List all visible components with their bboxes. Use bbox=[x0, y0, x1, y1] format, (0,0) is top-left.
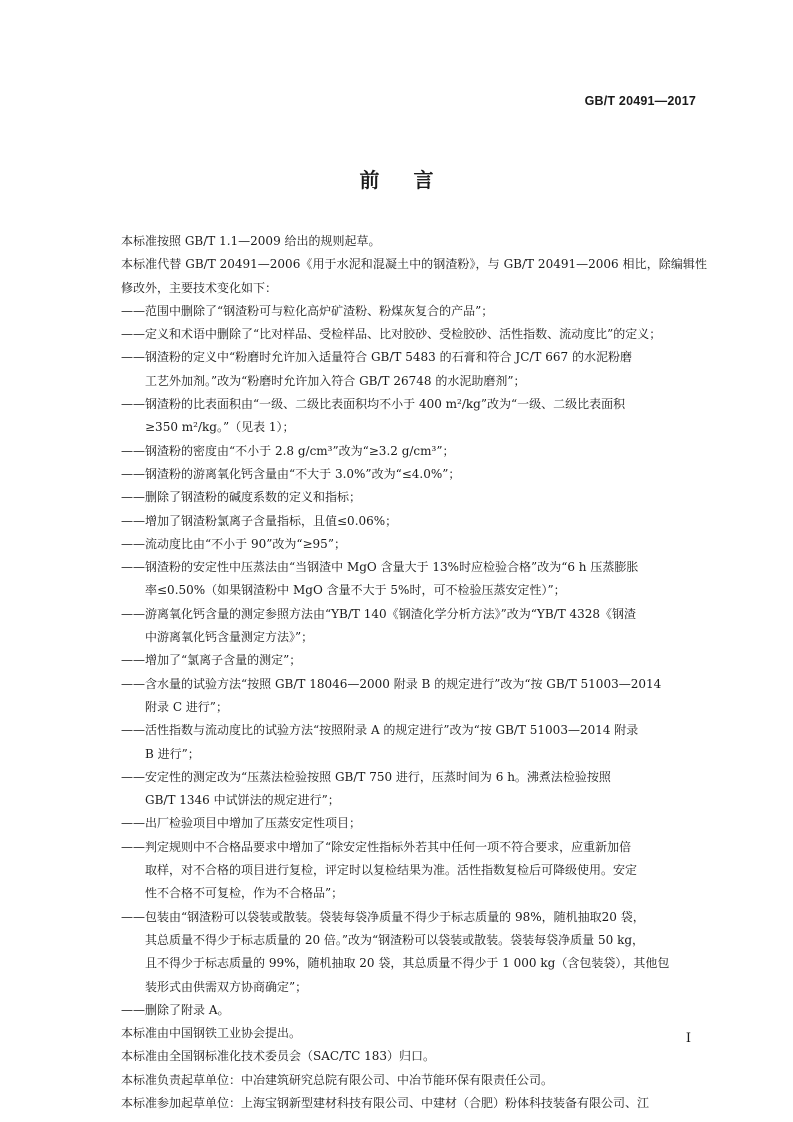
change-text-line: 附录 C 进行”； bbox=[145, 699, 228, 714]
change-item bbox=[121, 300, 707, 323]
change-item bbox=[121, 346, 707, 393]
list-dash: —— bbox=[121, 676, 145, 691]
change-text-line: 钢渣粉的安定性中压蒸法由“当钢渣中 MgO 含量大于 13%时应检验合格”改为“6 h 压蒸膨胀 bbox=[145, 560, 639, 575]
change-text-line: 范围中删除了“钢渣粉可与粒化高炉矿渣粉、粉煤灰复合的产品”； bbox=[145, 303, 494, 318]
list-dash: —— bbox=[121, 653, 145, 668]
change-text-line: 出厂检验项目中增加了压蒸安定性项目； bbox=[145, 816, 362, 831]
change-text-line: 装形式由供需双方协商确定”； bbox=[145, 979, 308, 994]
change-item bbox=[121, 486, 707, 509]
list-dash: —— bbox=[121, 513, 145, 528]
change-text-line: 率≤0.50%（如果钢渣粉中 MgO 含量不大于 5%时，可不检验压蒸安定性）”； bbox=[145, 583, 566, 598]
list-dash: —— bbox=[121, 909, 145, 924]
list-dash: —— bbox=[121, 560, 145, 575]
change-text-line: 钢渣粉的密度由“不小于 2.8 g/cm³”改为“≥3.2 g/cm³”； bbox=[145, 443, 455, 458]
change-item bbox=[121, 836, 707, 906]
change-item bbox=[121, 719, 707, 766]
list-dash: —— bbox=[121, 839, 145, 854]
title-char-1: 前 bbox=[359, 168, 380, 192]
change-item bbox=[121, 323, 707, 346]
page-title bbox=[0, 164, 793, 193]
closing-paragraph: 本标准参加起草单位：上海宝钢新型建材科技有限公司、中建材（合肥）粉体科技装备有限公司、江 bbox=[121, 1095, 650, 1110]
closing-section bbox=[121, 1022, 707, 1115]
title-char-2: 言 bbox=[413, 168, 434, 192]
change-text-line: B 进行”； bbox=[145, 746, 200, 761]
change-text-line: 增加了钢渣粉氯离子含量指标，且值≤0.06%； bbox=[145, 513, 398, 528]
list-dash: —— bbox=[121, 466, 145, 481]
change-text-line: 中游离氧化钙含量测定方法》”； bbox=[145, 630, 314, 645]
change-text-line: 包装由“钢渣粉可以袋装或散装。袋装每袋净质量不得少于标志质量的 98%，随机抽取20 袋， bbox=[145, 909, 645, 924]
page-number: I bbox=[685, 1031, 691, 1046]
list-dash: —— bbox=[121, 327, 145, 342]
list-dash: —— bbox=[121, 443, 145, 458]
list-dash: —— bbox=[121, 816, 145, 831]
change-text-line: 删除了附录 A。 bbox=[145, 1002, 230, 1017]
intro-paragraph: 本标准代替 GB/T 20491—2006《用于水泥和混凝土中的钢渣粉》，与 GB/T 20491—2006 相比，除编辑性修改外，主要技术变化如下： bbox=[121, 257, 707, 295]
list-dash: —— bbox=[121, 397, 145, 412]
closing-paragraph: 本标准由中国钢铁工业协会提出。 bbox=[121, 1026, 302, 1041]
change-text-line: 增加了“氯离子含量的测定”； bbox=[145, 653, 302, 668]
list-dash: —— bbox=[121, 490, 145, 505]
change-item bbox=[121, 556, 707, 603]
change-text-line: 含水量的试验方法“按照 GB/T 18046—2000 附录 B 的规定进行”改为“按 GB/T 51003—2014 bbox=[145, 676, 662, 691]
change-text-line: 定义和术语中删除了“比对样品、受检样品、比对胶砂、受检胶砂、活性指数、流动度比”的定义； bbox=[145, 327, 662, 342]
closing-paragraph: 本标准由全国钢标准化技术委员会（SAC/TC 183）归口。 bbox=[121, 1049, 436, 1064]
change-text-line: 流动度比由“不小于 90”改为“≥95”； bbox=[145, 536, 346, 551]
changes-list bbox=[121, 300, 707, 1022]
change-text-line: GB/T 1346 中试饼法的规定进行”； bbox=[145, 793, 340, 808]
change-item bbox=[121, 812, 707, 835]
list-dash: —— bbox=[121, 350, 145, 365]
change-text-line: 其总质量不得少于标志质量的 20 倍。”改为“钢渣粉可以袋装或散装。袋装每袋净质量 50 kg， bbox=[145, 932, 645, 947]
change-text-line: 安定性的测定改为“压蒸法检验按照 GB/T 750 进行，压蒸时间为 6 h。沸煮法检验按照 bbox=[145, 769, 611, 784]
change-text-line: 活性指数与流动度比的试验方法“按照附录 A 的规定进行”改为“按 GB/T 51003—2014 附录 bbox=[145, 723, 639, 738]
change-item bbox=[121, 533, 707, 556]
list-dash: —— bbox=[121, 303, 145, 318]
intro-paragraph: 本标准按照 GB/T 1.1—2009 给出的规则起草。 bbox=[121, 234, 381, 248]
list-dash: —— bbox=[121, 769, 145, 784]
change-text-line: 钢渣粉的比表面积由“一级、二级比表面积均不小于 400 m²/kg”改为“一级、二级比表面积 bbox=[145, 397, 626, 412]
document-body bbox=[121, 230, 707, 1115]
change-item bbox=[121, 463, 707, 486]
list-dash: —— bbox=[121, 723, 145, 738]
change-text-line: 性不合格不可复检，作为不合格品”； bbox=[145, 886, 344, 901]
change-text-line: 取样，对不合格的项目进行复检，评定时以复检结果为准。活性指数复检后可降级使用。安定 bbox=[145, 863, 638, 878]
change-item bbox=[121, 510, 707, 533]
change-item bbox=[121, 906, 707, 999]
change-item bbox=[121, 999, 707, 1022]
change-item bbox=[121, 440, 707, 463]
change-item bbox=[121, 766, 707, 813]
change-text-line: 钢渣粉的定义中“粉磨时允许加入适量符合 GB/T 5483 的石膏和符合 JC/T 667 的水泥粉磨 bbox=[145, 350, 632, 365]
closing-paragraph: 本标准负责起草单位：中冶建筑研究总院有限公司、中冶节能环保有限责任公司。 bbox=[121, 1072, 554, 1087]
list-dash: —— bbox=[121, 1002, 145, 1017]
change-text-line: ≥350 m²/kg。”（见表 1）； bbox=[145, 420, 295, 435]
change-text-line: 判定规则中不合格品要求中增加了“除安定性指标外若其中任何一项不符合要求，应重新加倍 bbox=[145, 839, 632, 854]
change-text-line: 钢渣粉的游离氧化钙含量由“不大于 3.0%”改为“≤4.0%”； bbox=[145, 466, 461, 481]
standard-code: GB/T 20491—2017 bbox=[584, 94, 696, 108]
change-text-line: 工艺外加剂。”改为“粉磨时允许加入符合 GB/T 26748 的水泥助磨剂”； bbox=[145, 373, 526, 388]
change-item bbox=[121, 393, 707, 440]
change-item bbox=[121, 603, 707, 650]
list-dash: —— bbox=[121, 536, 145, 551]
change-item bbox=[121, 649, 707, 672]
change-item bbox=[121, 673, 707, 720]
list-dash: —— bbox=[121, 606, 145, 621]
intro-section bbox=[121, 230, 707, 300]
change-text-line: 删除了钢渣粉的碱度系数的定义和指标； bbox=[145, 490, 362, 505]
change-text-line: 游离氧化钙含量的测定参照方法由“YB/T 140《钢渣化学分析方法》”改为“YB/T 4328《钢渣 bbox=[145, 606, 637, 621]
change-text-line: 且不得少于标志质量的 99%，随机抽取 20 袋，其总质量不得少于 1 000 kg（含包装袋），其他包 bbox=[145, 956, 670, 971]
